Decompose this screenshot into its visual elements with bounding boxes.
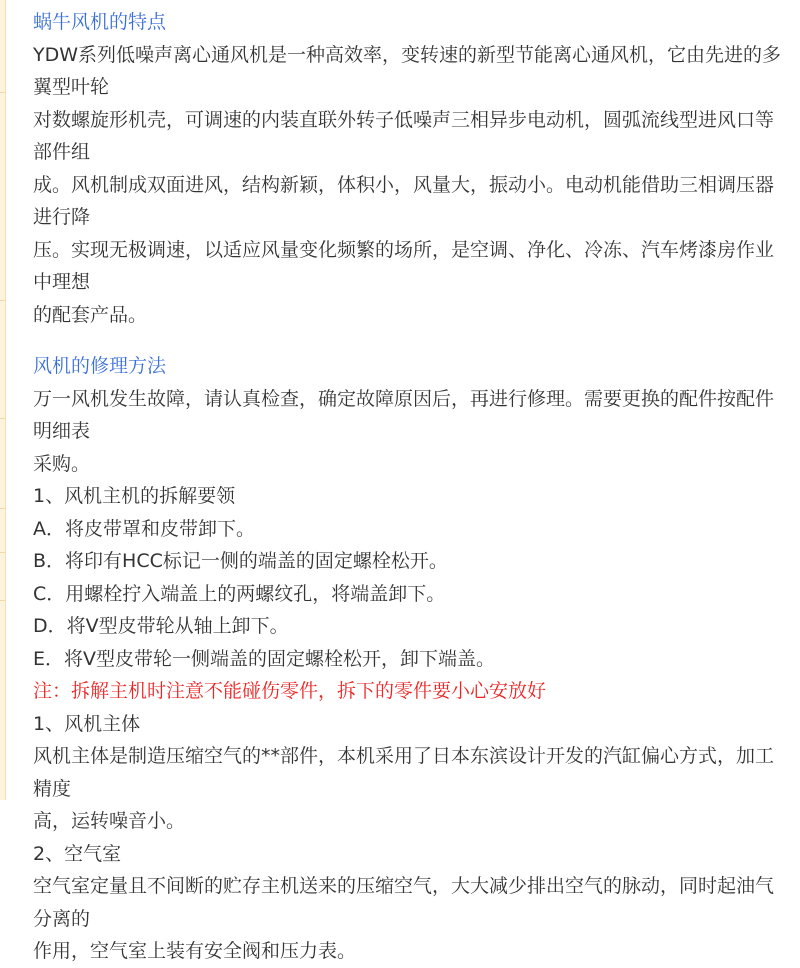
- features-paragraph: [33, 39, 790, 332]
- paragraph-line: 万一风机发生故障，请认真检查，确定故障原因后，再进行修理。需要更换的配件按配件明细表: [33, 387, 775, 442]
- paragraph-line: 对数螺旋形机壳，可调速的内装直联外转子低噪声三相异步电动机，圆弧流线型进风口等部件组: [33, 108, 775, 163]
- paragraph-line: 压。实现无极调速，以适应风量变化频繁的场所，是空调、净化、冷冻、汽车烤漆房作业中理想: [33, 238, 775, 293]
- step-item: E．将V型皮带轮一侧端盖的固定螺栓松开，卸下端盖。: [33, 647, 496, 670]
- article-content: [33, 6, 790, 968]
- paragraph-line: 成。风机制成双面进风，结构新颖，体积小，风量大，振动小。电动机能借助三相调压器进行降: [33, 173, 775, 228]
- subsection-title-disassembly: 1、风机主机的拆解要领: [33, 485, 236, 507]
- step-item: C．用螺栓拧入端盖上的两螺纹孔，将端盖卸下。: [33, 582, 446, 605]
- paragraph-line: 采购。: [33, 452, 91, 475]
- step-item: A．将皮带罩和皮带卸下。: [33, 517, 255, 540]
- paragraph-line: 空气室定量且不间断的贮存主机送来的压缩空气，大大减少排出空气的脉动，同时起油气分离的: [33, 875, 775, 930]
- paragraph-line: 的配套产品。: [33, 303, 148, 326]
- step-item: D．将V型皮带轮从轴上卸下。: [33, 615, 289, 637]
- warning-note: 注：拆解主机时注意不能碰伤零件，拆下的零件要小心安放好: [33, 680, 547, 702]
- paragraph-line: 作用，空气室上装有安全阀和压力表。: [33, 940, 357, 962]
- step-item: B．将印有HCC标记一侧的端盖的固定螺栓松开。: [33, 550, 448, 572]
- section-title-features: 蜗牛风机的特点: [33, 11, 167, 33]
- left-sidebar-strip: [0, 0, 6, 800]
- paragraph-line: 风机主体是制造压缩空气的**部件，本机采用了日本东滨设计开发的汽缸偏心方式，加工精度: [33, 745, 775, 800]
- paragraph-line: YDW系列低噪声离心通风机是一种高效率，变转速的新型节能离心通风机，它由先进的多翼型叶轮: [33, 43, 782, 98]
- subsection-title-chamber: 2、空气室: [33, 842, 122, 865]
- paragraph-line: 高，运转噪音小。: [33, 810, 186, 832]
- section-title-repair: 风机的修理方法: [33, 355, 167, 377]
- subsection-title-body: 1、风机主体: [33, 712, 141, 735]
